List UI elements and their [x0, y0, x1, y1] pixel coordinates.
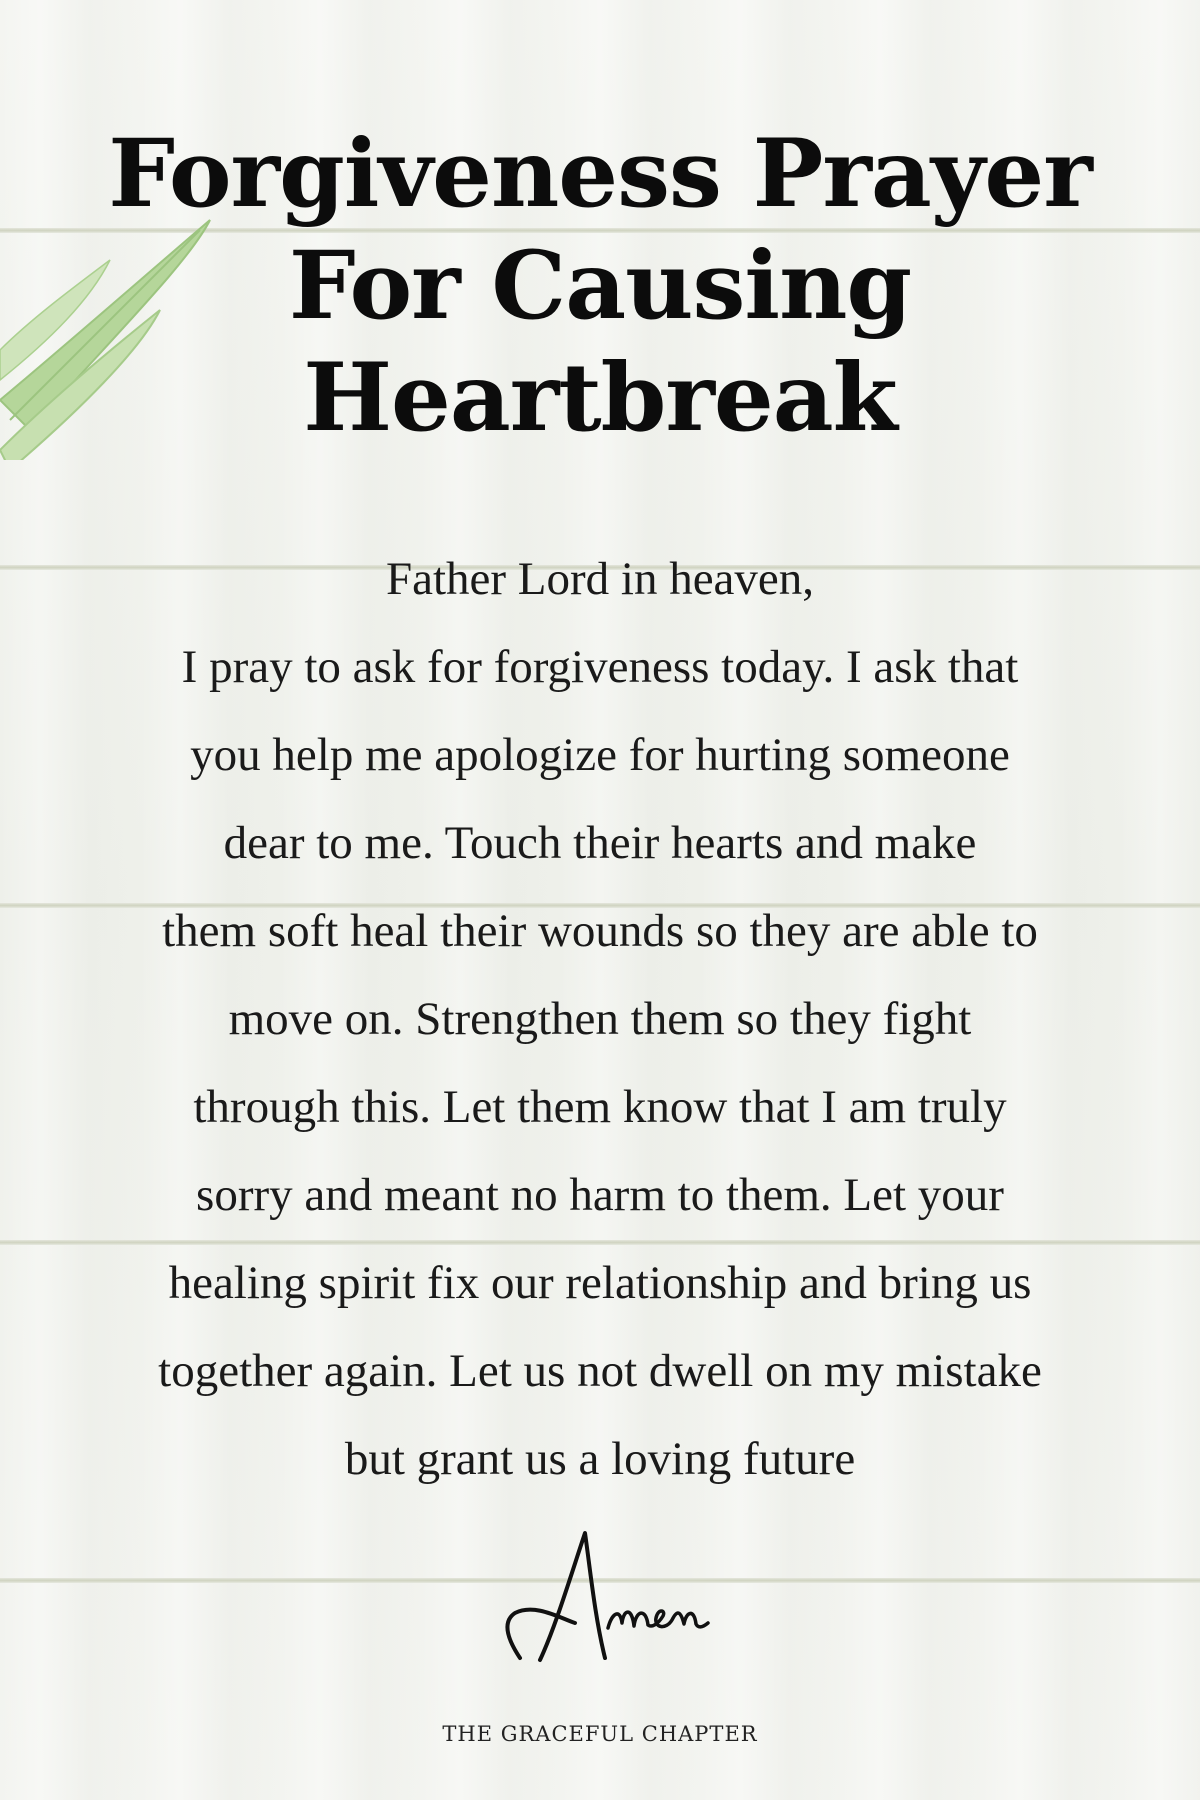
page-title: [60, 118, 1140, 454]
prayer-line: through this. Let them know that I am truly: [193, 1081, 1007, 1133]
prayer-line: sorry and meant no harm to them. Let your: [196, 1169, 1004, 1221]
prayer-line: I pray to ask for forgiveness today. I ask that: [181, 641, 1019, 693]
prayer-line: together again. Let us not dwell on my mistake: [158, 1345, 1042, 1397]
prayer-text: [70, 535, 1130, 1503]
prayer-line: healing spirit fix our relationship and bring us: [168, 1257, 1032, 1309]
prayer-line: move on. Strengthen them so they fight: [228, 993, 972, 1045]
title-line: For Causing: [288, 231, 912, 341]
title-line: Heartbreak: [303, 343, 897, 453]
prayer-line: but grant us a loving future: [344, 1433, 856, 1485]
prayer-line: dear to me. Touch their hearts and make: [223, 817, 977, 869]
title-line: Forgiveness Prayer: [108, 119, 1092, 229]
brand-name: THE GRACEFUL CHAPTER: [442, 1722, 758, 1746]
prayer-line: them soft heal their wounds so they are able to: [162, 905, 1038, 957]
amen-signature: [480, 1528, 720, 1668]
prayer-line: Father Lord in heaven,: [385, 553, 815, 605]
prayer-line: you help me apologize for hurting someone: [190, 729, 1010, 781]
